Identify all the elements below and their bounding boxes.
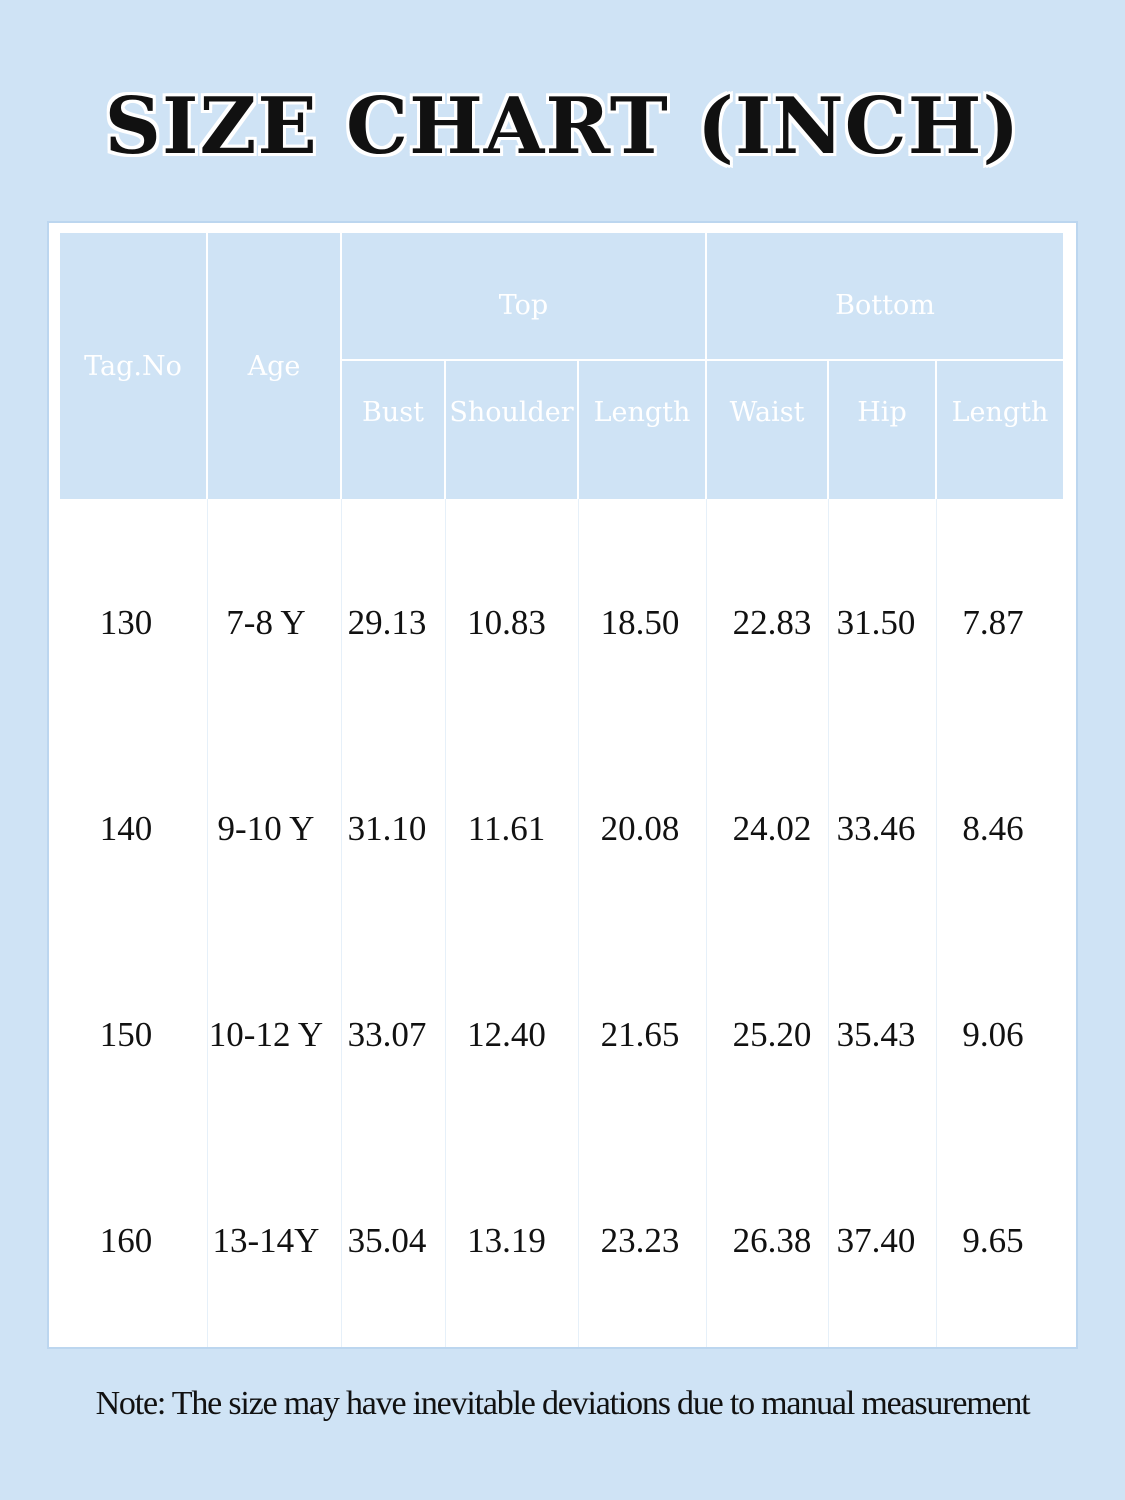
cell-tag-no: 150 <box>99 1015 153 1054</box>
cell-bottom-length: 9.65 <box>962 1221 1024 1260</box>
page-title: SIZE CHART (INCH) <box>104 81 1021 172</box>
cell-age: 10-12 Y <box>208 1015 324 1054</box>
cell-bottom-length: 7.87 <box>962 603 1024 642</box>
cell-bust: 29.13 <box>347 603 427 642</box>
cell-top-length: 23.23 <box>600 1221 680 1260</box>
cell-shoulder: 12.40 <box>467 1015 546 1054</box>
cell-top-length: 21.65 <box>600 1015 680 1054</box>
header-top-length: Length <box>593 396 691 428</box>
cell-bust: 31.10 <box>347 809 427 848</box>
header-waist: Waist <box>729 396 805 428</box>
cell-bust: 35.04 <box>347 1221 427 1260</box>
header-age: Age <box>247 350 301 382</box>
cell-bottom-length: 9.06 <box>962 1015 1024 1054</box>
cell-age: 9-10 Y <box>217 809 315 848</box>
footnote: Note: The size may have inevitable deviations due to manual measurement <box>95 1385 1030 1422</box>
cell-hip: 35.43 <box>836 1015 916 1054</box>
cell-tag-no: 160 <box>99 1221 153 1260</box>
cell-bottom-length: 8.46 <box>962 809 1024 848</box>
header-group-top: Top <box>498 289 549 321</box>
header-bottom-length: Length <box>951 396 1049 428</box>
cell-top-length: 20.08 <box>600 809 680 848</box>
cell-shoulder: 11.61 <box>467 809 546 848</box>
cell-waist: 22.83 <box>732 603 812 642</box>
cell-waist: 24.02 <box>732 809 812 848</box>
header-group-bottom: Bottom <box>835 289 935 321</box>
cell-hip: 31.50 <box>836 603 916 642</box>
cell-age: 13-14Y <box>212 1221 320 1260</box>
cell-waist: 25.20 <box>732 1015 812 1054</box>
cell-shoulder: 10.83 <box>467 603 546 642</box>
header-tag-no: Tag.No <box>84 350 182 382</box>
header-shoulder: Shoulder <box>449 396 574 428</box>
cell-bust: 33.07 <box>347 1015 427 1054</box>
cell-tag-no: 130 <box>99 603 153 642</box>
header-hip: Hip <box>857 396 907 428</box>
cell-top-length: 18.50 <box>600 603 680 642</box>
cell-hip: 33.46 <box>836 809 916 848</box>
cell-waist: 26.38 <box>732 1221 812 1260</box>
cell-hip: 37.40 <box>836 1221 916 1260</box>
cell-tag-no: 140 <box>99 809 153 848</box>
cell-age: 7-8 Y <box>226 603 306 642</box>
header-bust: Bust <box>362 396 424 428</box>
cell-shoulder: 13.19 <box>467 1221 546 1260</box>
